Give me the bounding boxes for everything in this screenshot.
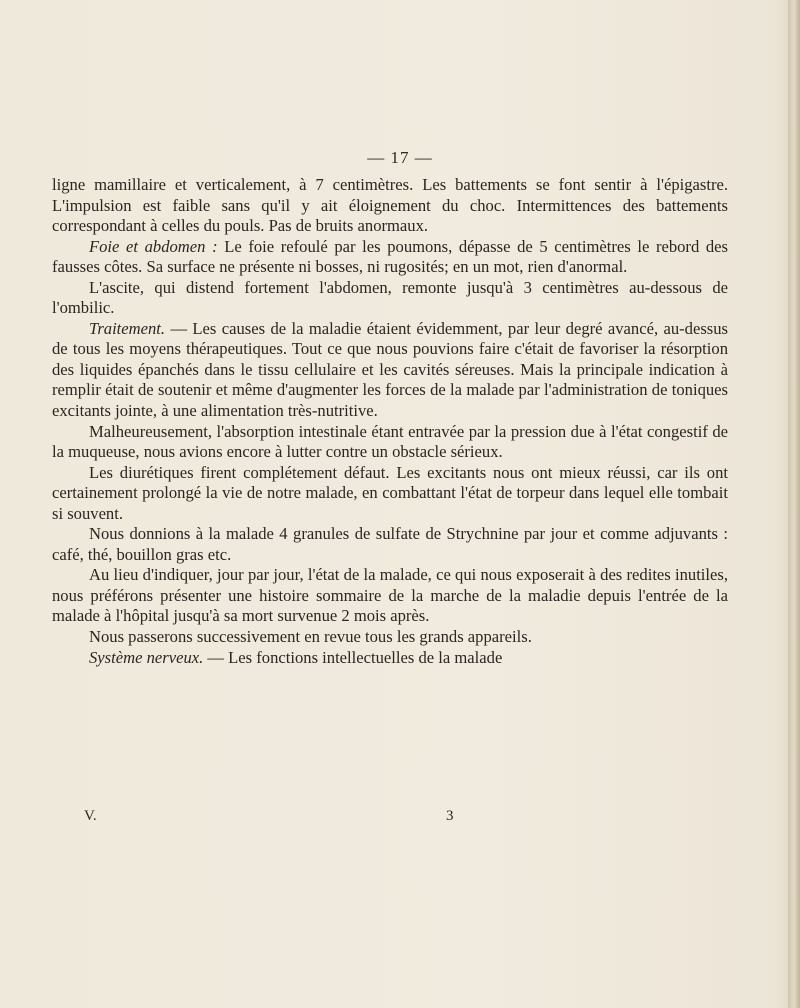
paragraph-10 xyxy=(52,648,728,669)
section-heading: Traitement. xyxy=(89,318,166,338)
paragraph-5 xyxy=(52,422,728,463)
section-heading: Foie et abdomen : xyxy=(89,236,218,256)
text-segment: Le foie refoulé par les poumons, dépasse de 5 centimètres le rebord des fausses côtes. Sa surface ne présente ni bosses, ni rugosités; en un mot, rien d'anormal. xyxy=(52,236,728,277)
text-segment: Nous donnions à la malade 4 granules de sulfate de Strychnine par jour et comme adjuvants : café, thé, bouillon gras etc. xyxy=(52,524,728,564)
paragraph-9 xyxy=(52,627,728,648)
paragraph-1 xyxy=(52,175,728,237)
body-text xyxy=(52,175,728,668)
paragraph-7 xyxy=(52,524,728,565)
page-number: — 17 — xyxy=(367,148,433,167)
paragraph-2 xyxy=(52,237,728,278)
text-segment: L'ascite, qui distend fortement l'abdomen, remonte jusqu'à 3 centimètres au-dessous de l'ombilic. xyxy=(52,277,728,318)
signature-mark-left: V. xyxy=(84,808,97,824)
text-segment: Au lieu d'indiquer, jour par jour, l'état de la malade, ce qui nous exposerait à des redites inutiles, nous préférons présenter une histoire sommaire de la marche de la maladie depuis l'entrée de la malade à l'hôpital jusqu'à sa mort survenue 2 mois après. xyxy=(52,565,728,626)
paragraph-3 xyxy=(52,278,728,319)
text-segment: Malheureusement, l'absorption intestinale étant entravée par la pression due à l'état congestif de la muqueuse, nous avions encore à lutter contre un obstacle sérieux. xyxy=(52,421,728,462)
text-segment: — Les fonctions intellectuelles de la malade xyxy=(203,647,503,667)
paragraph-6 xyxy=(52,463,728,525)
paragraph-8 xyxy=(52,565,728,627)
text-segment: Nous passerons successivement en revue tous les grands appareils. xyxy=(89,627,532,647)
text-segment: Les diurétiques firent complétement défaut. Les excitants nous ont mieux réussi, car ils ont certainement prolongé la vie de notre malade, en combattant l'état de torpeur dans lequel elle tombait si souvent. xyxy=(52,462,728,523)
section-heading: Système nerveux. xyxy=(89,647,204,667)
paragraph-4 xyxy=(52,319,728,422)
text-segment: ligne mamillaire et verticalement, à 7 centimètres. Les battements se font sentir à l'épigastre. L'impulsion est faible sans qu'il y ait éloignement du choc. Intermittences des battements correspondant à celles du pouls. Pas de bruits anormaux. xyxy=(52,175,728,236)
text-segment: — Les causes de la maladie étaient évidemment, par leur degré avancé, au-dessus de tous les moyens thérapeutiques. Tout ce que nous pouvions faire c'était de favoriser la résorption des liquides épanchés dans le tissu cellulaire et les cavités séreuses. Mais la principale indication à remplir était de soutenir et même d'augmenter les forces de la malade par l'administration de toniques excitants jointe, à une alimentation très-nutritive. xyxy=(52,318,728,421)
signature-mark-right: 3 xyxy=(446,808,454,824)
